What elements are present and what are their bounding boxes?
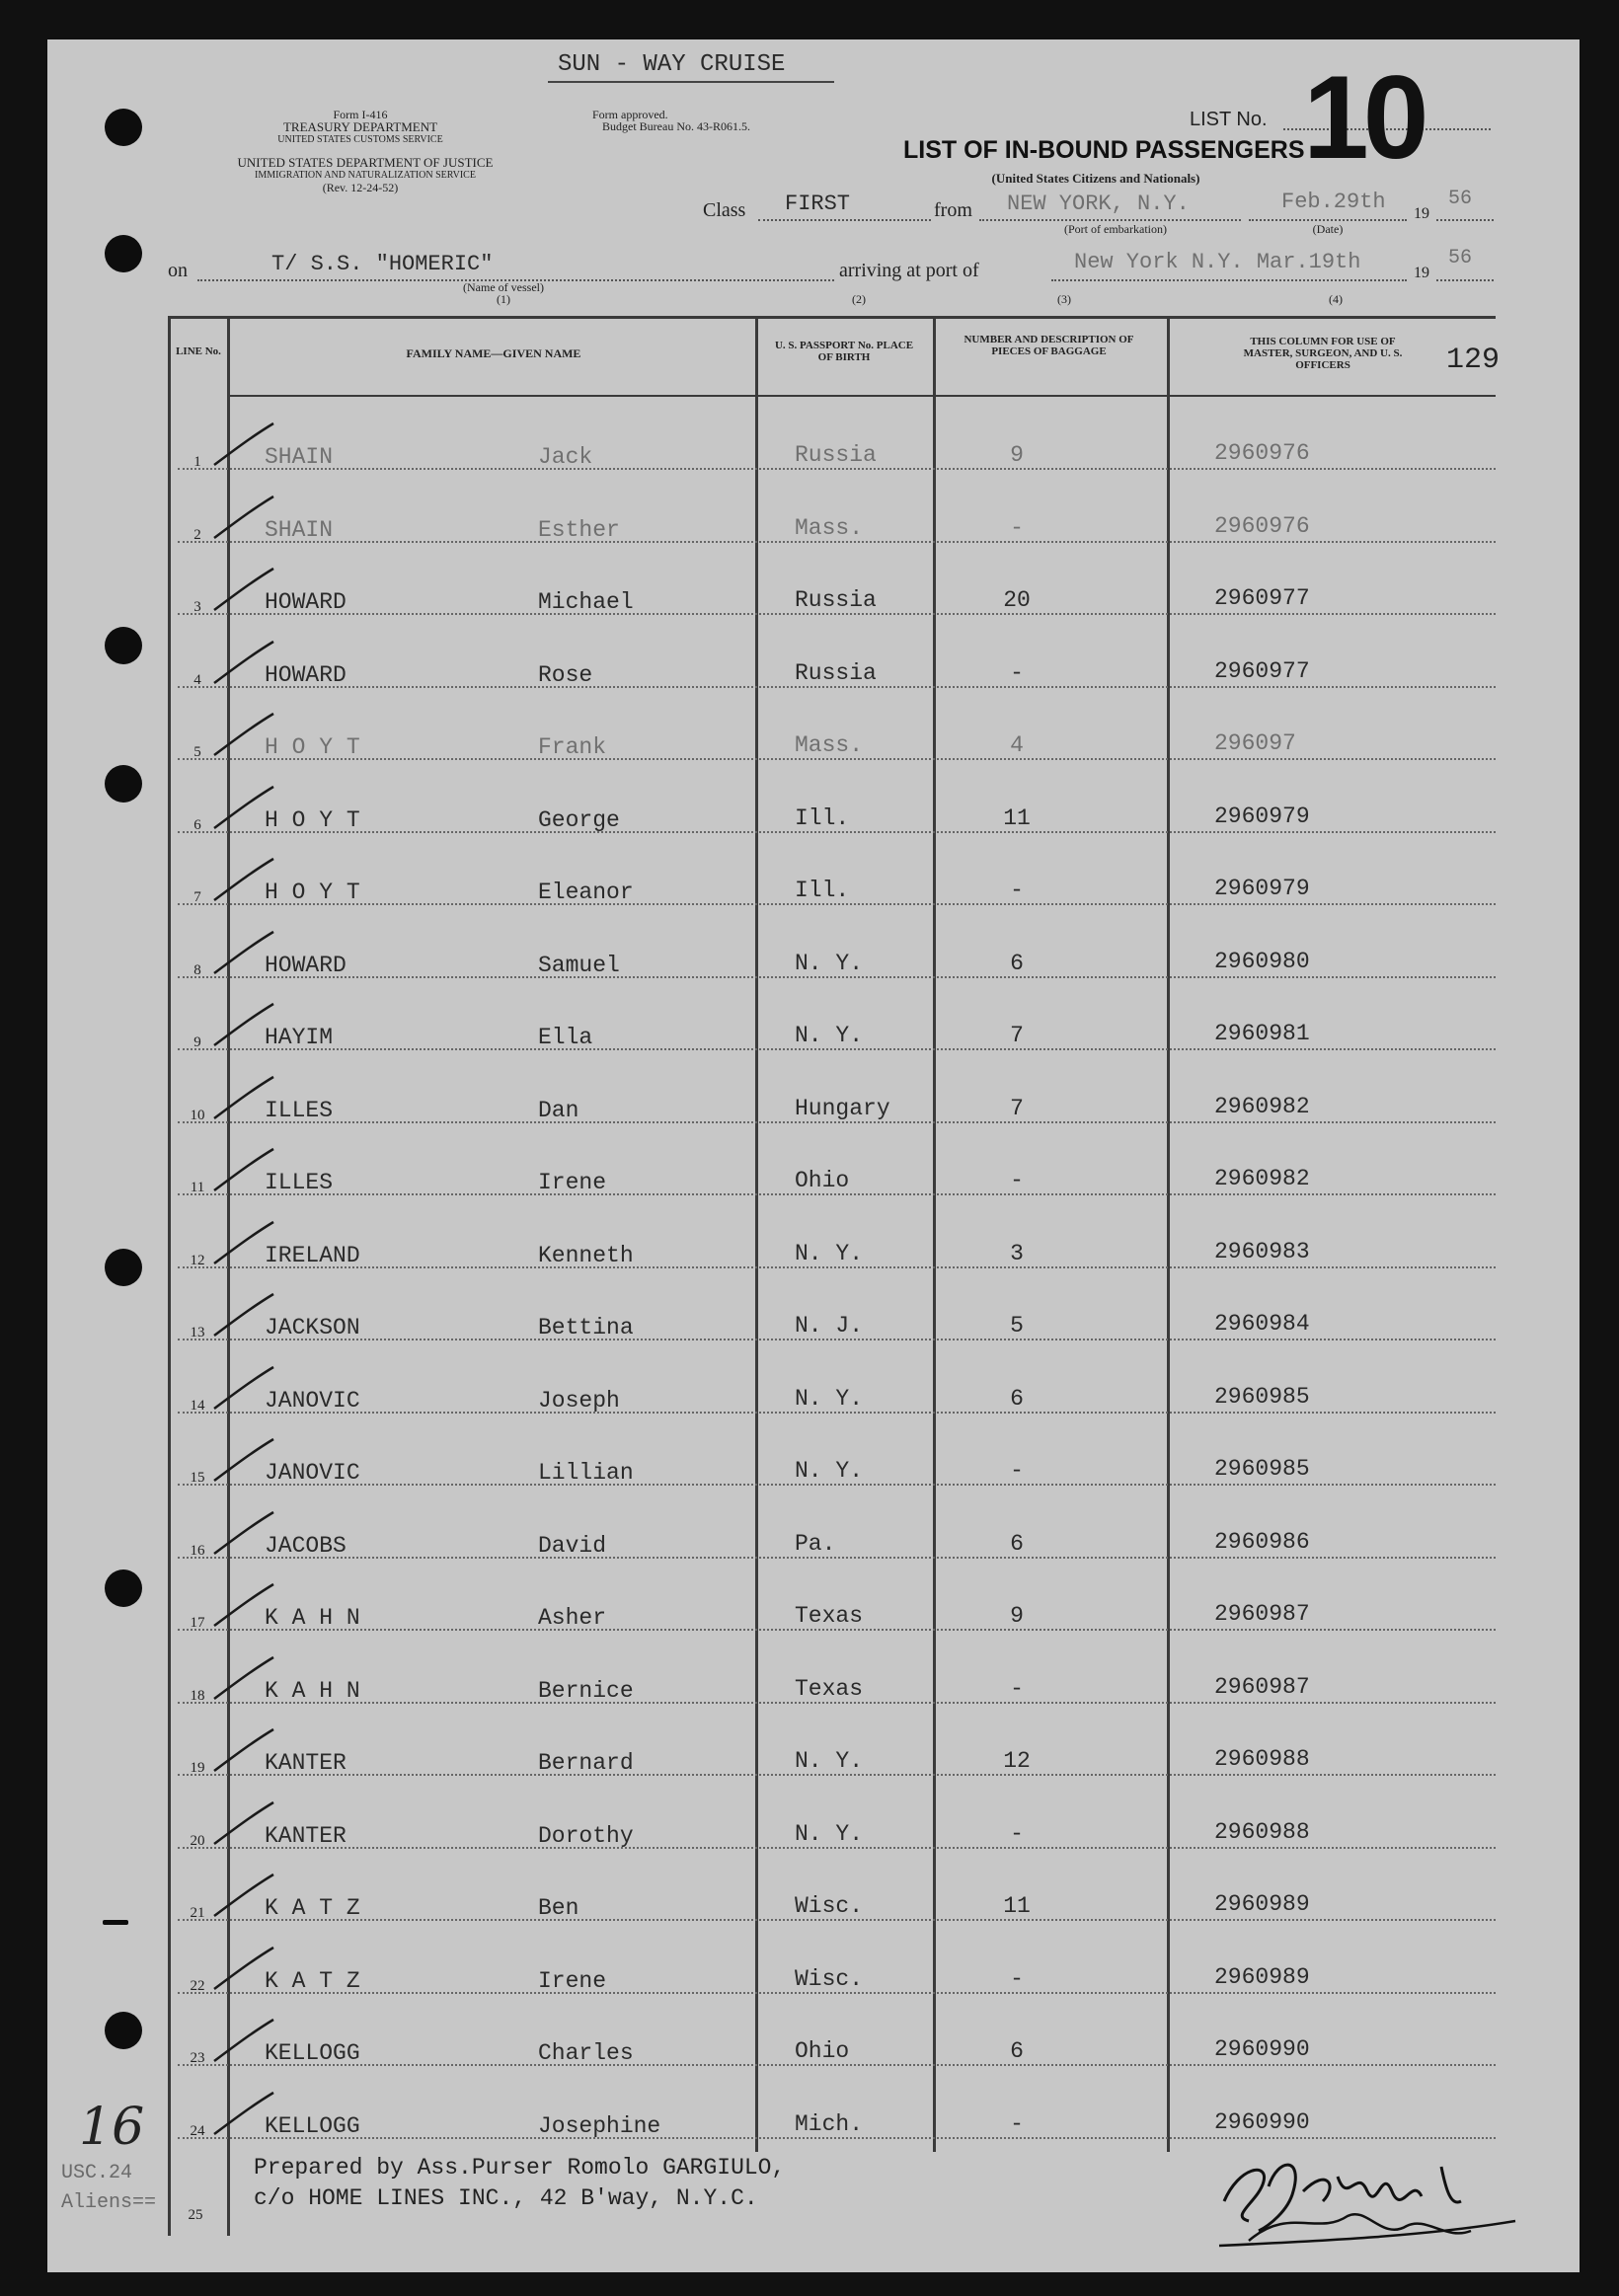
- caption-2: (2): [852, 292, 866, 306]
- line-number: 22: [190, 1977, 205, 1994]
- binder-hole: [105, 235, 142, 272]
- family-name: K A T Z: [265, 1967, 360, 1994]
- check-mark: [209, 1436, 278, 1486]
- place-of-birth: N. Y.: [795, 1023, 864, 1048]
- officer-reference: 2960987: [1214, 1601, 1310, 1627]
- line-number: 3: [193, 599, 201, 615]
- family-name: HOWARD: [265, 589, 347, 615]
- family-name: HAYIM: [265, 1025, 334, 1050]
- officer-reference: 2960986: [1214, 1528, 1310, 1555]
- baggage-count: 9: [1010, 1603, 1024, 1629]
- baggage-count: 6: [1010, 950, 1024, 976]
- line-number: 2: [193, 526, 201, 543]
- margin-note-usc: USC.24: [61, 2162, 133, 2184]
- binder-hole: [105, 1249, 142, 1286]
- check-mark: [209, 856, 278, 905]
- header-line-no: LINE No.: [176, 345, 221, 357]
- margin-dash: [103, 1920, 128, 1925]
- baggage-count: 9: [1010, 442, 1024, 468]
- place-of-birth: N. Y.: [795, 950, 864, 976]
- place-of-birth: Russia: [795, 659, 877, 686]
- row-rule: [178, 2137, 1496, 2139]
- line-number: 13: [190, 1325, 205, 1340]
- officer-reference: 2960976: [1214, 440, 1310, 466]
- officer-reference: 2960976: [1214, 512, 1310, 539]
- place-of-birth: Texas: [795, 1603, 864, 1629]
- place-of-birth: Ohio: [795, 2038, 850, 2064]
- col-divider-name: [755, 316, 758, 2152]
- place-of-birth: Ill.: [795, 878, 850, 903]
- row-rule: [178, 1629, 1496, 1631]
- date-line: [1249, 219, 1407, 221]
- given-name: Eleanor: [538, 880, 634, 905]
- baggage-count: -: [1010, 1168, 1024, 1193]
- baggage-count: 7: [1010, 1095, 1024, 1121]
- class-value: FIRST: [785, 191, 851, 216]
- check-mark: [209, 1146, 278, 1195]
- check-mark: [209, 1726, 278, 1776]
- line-number: 1: [193, 454, 201, 470]
- officer-signature: [1209, 2147, 1525, 2256]
- baggage-count: 12: [1003, 1748, 1031, 1774]
- check-mark: [209, 1509, 278, 1559]
- baggage-count: -: [1010, 2110, 1024, 2137]
- check-mark: [209, 1581, 278, 1631]
- check-mark: [209, 639, 278, 688]
- given-name: Bernice: [538, 1677, 634, 1704]
- place-of-birth: Texas: [795, 1675, 864, 1702]
- place-of-birth: Wisc.: [795, 1965, 864, 1992]
- list-subtitle: (United States Citizens and Nationals): [991, 171, 1200, 186]
- given-name: Frank: [538, 734, 607, 760]
- row-rule: [178, 1339, 1496, 1340]
- year-line: [1436, 219, 1494, 221]
- officer-reference: 2960982: [1214, 1166, 1310, 1191]
- table-header-rule: [229, 395, 1496, 397]
- margin-note-aliens: Aliens==: [61, 2191, 157, 2214]
- officer-reference: 2960990: [1214, 2036, 1310, 2062]
- budget-bureau: Budget Bureau No. 43-R061.5.: [602, 119, 750, 133]
- baggage-count: -: [1010, 1458, 1024, 1484]
- family-name: H O Y T: [265, 806, 360, 833]
- row-rule: [178, 758, 1496, 760]
- place-of-birth: N. Y.: [795, 1385, 864, 1412]
- year-value: 56: [1448, 188, 1473, 210]
- place-of-birth: Russia: [795, 587, 877, 613]
- line-number: 15: [190, 1470, 205, 1486]
- family-name: ILLES: [265, 1170, 334, 1195]
- line-number: 21: [190, 1905, 205, 1921]
- family-name: SHAIN: [265, 516, 334, 543]
- given-name: Dan: [538, 1097, 579, 1123]
- list-title: LIST OF IN-BOUND PASSENGERS: [903, 136, 1305, 164]
- family-name: IRELAND: [265, 1242, 360, 1268]
- check-mark: [209, 1799, 278, 1849]
- form-revision: (Rev. 12-24-52): [322, 181, 399, 194]
- page-number: 129: [1446, 344, 1501, 377]
- check-mark: [209, 421, 278, 470]
- check-mark: [209, 1654, 278, 1704]
- table-left-border: [168, 316, 171, 2236]
- family-name: K A H N: [265, 1677, 360, 1704]
- row-rule: [178, 1121, 1496, 1123]
- officer-reference: 2960979: [1214, 803, 1310, 829]
- officer-reference: 2960988: [1214, 1818, 1310, 1845]
- line-number: 4: [193, 671, 201, 688]
- check-mark: [209, 711, 278, 760]
- row-rule: [178, 1774, 1496, 1776]
- arriving-value: New York N.Y. Mar.19th: [1074, 250, 1361, 274]
- row-rule: [178, 1412, 1496, 1414]
- arriving-label: arriving at port of: [839, 260, 979, 281]
- row-rule: [178, 1847, 1496, 1849]
- cruise-label: SUN - WAY CRUISE: [558, 51, 786, 78]
- line-number: 14: [190, 1397, 205, 1414]
- check-mark: [209, 929, 278, 978]
- row-rule: [178, 2064, 1496, 2066]
- family-name: SHAIN: [265, 444, 334, 470]
- check-mark: [209, 1364, 278, 1414]
- given-name: Michael: [538, 589, 634, 615]
- line-number: 5: [193, 744, 201, 760]
- place-of-birth: Pa.: [795, 1530, 836, 1557]
- binder-hole: [105, 1569, 142, 1607]
- baggage-count: -: [1010, 514, 1024, 541]
- prepared-by-line1: Prepared by Ass.Purser Romolo GARGIULO,: [254, 2155, 786, 2181]
- place-of-birth: N. Y.: [795, 1748, 864, 1774]
- date-caption: (Date): [1312, 222, 1344, 236]
- check-mark: [209, 494, 278, 543]
- list-no-label: LIST No.: [1190, 109, 1268, 130]
- officer-reference: 2960980: [1214, 948, 1310, 974]
- line-number: 24: [190, 2122, 205, 2139]
- row-rule: [178, 1992, 1496, 1994]
- arrive-year-prefix: 19: [1414, 265, 1429, 281]
- officer-reference: 2960981: [1214, 1021, 1310, 1046]
- vessel-value: T/ S.S. "HOMERIC": [271, 252, 494, 276]
- family-name: KELLOGG: [265, 2112, 360, 2139]
- officer-reference: 2960988: [1214, 1746, 1310, 1772]
- check-mark: [209, 1872, 278, 1921]
- from-caption: (Port of embarkation): [1064, 222, 1167, 236]
- given-name: Ella: [538, 1025, 593, 1050]
- baggage-count: 6: [1010, 1385, 1024, 1412]
- caption-4: (4): [1329, 292, 1343, 306]
- header-passport: U. S. PASSPORT No. PLACE OF BIRTH: [774, 340, 914, 363]
- place-of-birth: N. Y.: [795, 1820, 864, 1847]
- row-rule: [178, 1048, 1496, 1050]
- officer-reference: 2960983: [1214, 1238, 1310, 1264]
- check-mark: [209, 2090, 278, 2139]
- family-name: KANTER: [265, 1822, 347, 1849]
- baggage-count: -: [1010, 1965, 1024, 1992]
- treasury-dept: TREASURY DEPARTMENT: [282, 119, 438, 134]
- header-name: FAMILY NAME—GIVEN NAME: [406, 346, 581, 360]
- given-name: David: [538, 1532, 607, 1559]
- from-label: from: [934, 199, 972, 221]
- year-prefix: 19: [1414, 205, 1429, 222]
- family-name: H O Y T: [265, 880, 360, 905]
- row-rule: [178, 1266, 1496, 1268]
- check-mark: [209, 1291, 278, 1340]
- family-name: JACKSON: [265, 1315, 360, 1340]
- family-name: JANOVIC: [265, 1387, 360, 1414]
- family-name: H O Y T: [265, 734, 360, 760]
- line-number-last: 25: [188, 2207, 203, 2223]
- row-rule: [178, 831, 1496, 833]
- margin-handwritten-mark: 16: [79, 2098, 145, 2157]
- check-mark: [209, 1074, 278, 1123]
- given-name: Irene: [538, 1170, 607, 1195]
- given-name: Kenneth: [538, 1242, 634, 1268]
- given-name: Jack: [538, 444, 593, 470]
- place-of-birth: Ohio: [795, 1168, 850, 1193]
- check-mark: [209, 784, 278, 833]
- justice-dept: UNITED STATES DEPARTMENT OF JUSTICE: [237, 155, 494, 170]
- check-mark: [209, 1945, 278, 1994]
- row-rule: [178, 1919, 1496, 1921]
- given-name: Bernard: [538, 1750, 634, 1776]
- check-mark: [209, 1001, 278, 1050]
- binder-hole: [105, 109, 142, 146]
- given-name: Rose: [538, 661, 593, 688]
- baggage-count: -: [1010, 659, 1024, 686]
- line-number: 20: [190, 1832, 205, 1849]
- place-of-birth: Mass.: [795, 732, 864, 758]
- line-number: 10: [190, 1107, 205, 1123]
- place-of-birth: Ill.: [795, 804, 850, 831]
- row-rule: [178, 1484, 1496, 1486]
- baggage-count: -: [1010, 1820, 1024, 1847]
- given-name: Asher: [538, 1605, 607, 1631]
- row-rule: [178, 1557, 1496, 1559]
- from-line: [979, 219, 1241, 221]
- place-of-birth: Mich.: [795, 2110, 864, 2137]
- row-rule: [178, 686, 1496, 688]
- place-of-birth: N. Y.: [795, 1458, 864, 1484]
- officer-reference: 2960985: [1214, 1456, 1310, 1482]
- baggage-count: 7: [1010, 1023, 1024, 1048]
- list-number: 10: [1303, 51, 1424, 184]
- row-rule: [178, 1193, 1496, 1195]
- line-number: 23: [190, 2050, 205, 2066]
- baggage-count: -: [1010, 1675, 1024, 1702]
- line-number: 18: [190, 1687, 205, 1704]
- officer-reference: 296097: [1214, 730, 1296, 756]
- family-name: KANTER: [265, 1750, 347, 1776]
- family-name: HOWARD: [265, 952, 347, 978]
- from-value: NEW YORK, N.Y.: [1007, 191, 1190, 216]
- officer-reference: 2960979: [1214, 876, 1310, 901]
- on-label: on: [168, 260, 188, 281]
- place-of-birth: N. Y.: [795, 1240, 864, 1266]
- date-value: Feb.29th: [1281, 190, 1386, 214]
- line-number: 11: [190, 1180, 205, 1195]
- baggage-count: 4: [1010, 732, 1024, 758]
- place-of-birth: Russia: [795, 442, 877, 468]
- ins-service: IMMIGRATION AND NATURALIZATION SERVICE: [255, 170, 476, 181]
- given-name: Joseph: [538, 1387, 620, 1414]
- line-number: 16: [190, 1542, 205, 1559]
- family-name: JANOVIC: [265, 1460, 360, 1486]
- baggage-count: 6: [1010, 2038, 1024, 2064]
- line-number: 19: [190, 1760, 205, 1776]
- line-number: 9: [193, 1034, 201, 1050]
- baggage-count: 6: [1010, 1530, 1024, 1557]
- form-approved: Form approved.: [592, 108, 668, 121]
- given-name: Charles: [538, 2040, 634, 2066]
- row-rule: [178, 903, 1496, 905]
- officer-reference: 2960984: [1214, 1311, 1310, 1337]
- line-number: 8: [193, 961, 201, 978]
- line-number: 7: [193, 889, 201, 905]
- given-name: Esther: [538, 516, 620, 543]
- binder-hole: [105, 765, 142, 803]
- given-name: Bettina: [538, 1315, 634, 1340]
- arriving-line: [1051, 279, 1407, 281]
- check-mark: [209, 1219, 278, 1268]
- col-divider-bags: [1167, 316, 1170, 2152]
- arrive-year-line: [1436, 279, 1494, 281]
- prepared-by-line2: c/o HOME LINES INC., 42 B'way, N.Y.C.: [254, 2185, 758, 2211]
- place-of-birth: N. J.: [795, 1313, 864, 1339]
- family-name: HOWARD: [265, 661, 347, 688]
- row-rule: [178, 613, 1496, 615]
- table-top-rule: [168, 316, 1496, 319]
- class-line: [758, 219, 931, 221]
- baggage-count: 11: [1003, 804, 1031, 831]
- vessel-caption: (Name of vessel): [463, 280, 544, 294]
- family-name: JACOBS: [265, 1532, 347, 1559]
- officer-reference: 2960977: [1214, 657, 1310, 684]
- check-mark: [209, 2017, 278, 2066]
- given-name: Josephine: [538, 2112, 661, 2139]
- baggage-count: 5: [1010, 1313, 1024, 1339]
- family-name: KELLOGG: [265, 2040, 360, 2066]
- form-number: Form I-416: [333, 108, 388, 121]
- caption-1: (1): [497, 292, 510, 306]
- line-number: 12: [190, 1252, 205, 1268]
- arrive-year-value: 56: [1448, 247, 1473, 269]
- place-of-birth: Mass.: [795, 514, 864, 541]
- cruise-underline: [548, 81, 834, 83]
- header-officers: THIS COLUMN FOR USE OF MASTER, SURGEON, AND U. S. OFFICERS: [1243, 336, 1403, 371]
- given-name: George: [538, 806, 620, 833]
- place-of-birth: Hungary: [795, 1095, 890, 1121]
- baggage-count: 3: [1010, 1240, 1024, 1266]
- baggage-count: 11: [1003, 1893, 1031, 1919]
- baggage-count: 20: [1003, 587, 1031, 613]
- line-number: 6: [193, 816, 201, 833]
- place-of-birth: Wisc.: [795, 1893, 864, 1919]
- officer-reference: 2960982: [1214, 1093, 1310, 1119]
- given-name: Ben: [538, 1895, 579, 1921]
- family-name: K A T Z: [265, 1895, 360, 1921]
- binder-hole: [105, 2012, 142, 2049]
- caption-3: (3): [1057, 292, 1071, 306]
- col-divider-place: [933, 316, 936, 2152]
- class-label: Class: [703, 199, 746, 221]
- header-baggage: NUMBER AND DESCRIPTION OF PIECES OF BAGGAGE: [964, 334, 1134, 357]
- given-name: Samuel: [538, 952, 620, 978]
- customs-service: UNITED STATES CUSTOMS SERVICE: [277, 134, 443, 145]
- row-rule: [178, 976, 1496, 978]
- row-rule: [178, 468, 1496, 470]
- family-name: ILLES: [265, 1097, 334, 1123]
- row-rule: [178, 541, 1496, 543]
- officer-reference: 2960989: [1214, 1891, 1310, 1917]
- officer-reference: 2960989: [1214, 1963, 1310, 1990]
- binder-hole: [105, 627, 142, 664]
- given-name: Dorothy: [538, 1822, 634, 1849]
- given-name: Lillian: [538, 1460, 634, 1486]
- given-name: Irene: [538, 1967, 607, 1994]
- check-mark: [209, 566, 278, 615]
- baggage-count: -: [1010, 878, 1024, 903]
- officer-reference: 2960990: [1214, 2108, 1310, 2135]
- family-name: K A H N: [265, 1605, 360, 1631]
- row-rule: [178, 1702, 1496, 1704]
- officer-reference: 2960985: [1214, 1383, 1310, 1410]
- line-number: 17: [190, 1615, 205, 1631]
- officer-reference: 2960987: [1214, 1673, 1310, 1700]
- officer-reference: 2960977: [1214, 585, 1310, 611]
